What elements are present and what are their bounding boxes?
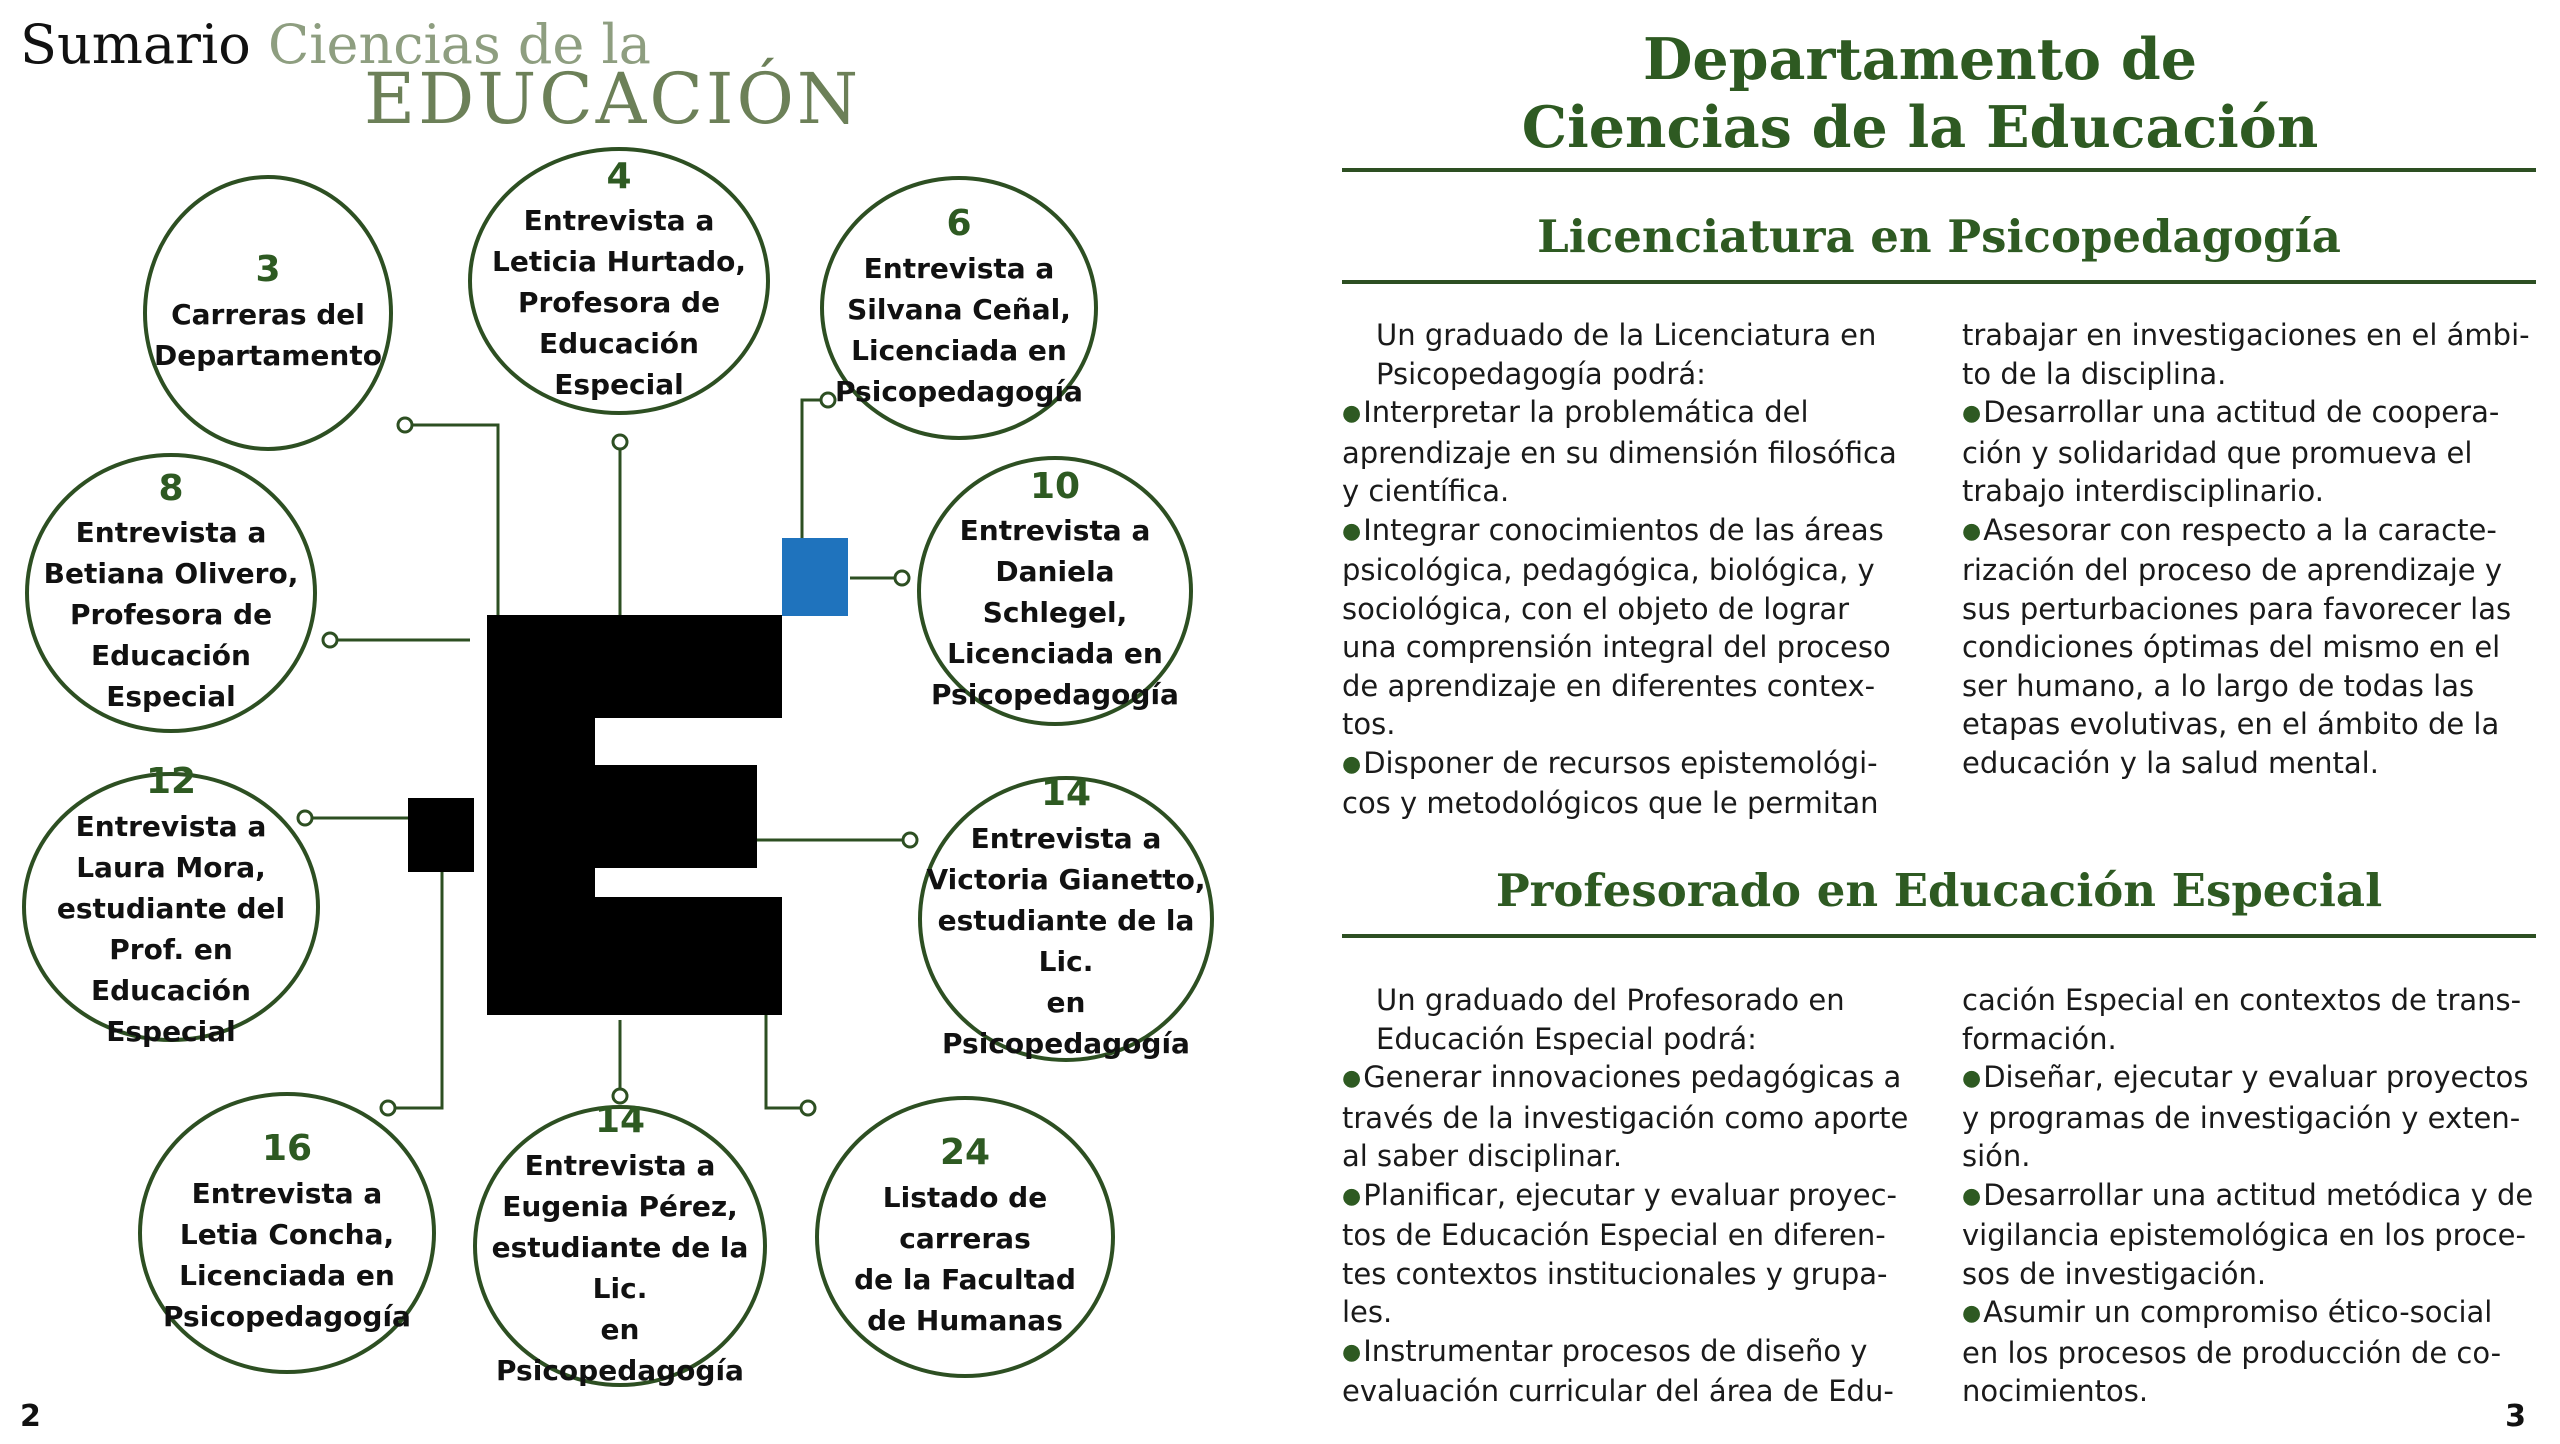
text-line: en los procesos de producción de co- [1962,1335,2502,1370]
text-line: de aprendizaje en diferentes contex- [1342,668,1876,703]
text-line: Educación Especial podrá: [1376,1021,1757,1056]
connector-dot-10 [895,571,909,585]
e-logo [487,615,782,1015]
text-line: tos. [1342,707,1396,741]
contents-item-12[interactable] [22,761,320,1048]
text-column [1962,981,2542,1411]
connector-dot-6 [821,393,835,407]
bullet-dot-icon: ● [1962,1183,1982,1209]
bullet-item [1342,511,1922,744]
text-line: etapas evolutivas, en el ámbito de la [1962,707,2500,741]
text-line: Un graduado del Profesorado en [1376,983,1845,1017]
bullet-dot-icon: ● [1962,1066,1982,1091]
item-title: Entrevista a Betiana Olivero, Profesora de Educación Especial [43,516,299,714]
item-page-number: 14 [594,1100,646,1142]
connector-dot-16 [381,1101,395,1115]
text-line: tes contextos institucionales y grupa- [1342,1256,1888,1291]
item-page-number: 8 [158,467,184,509]
text-line: psicológica, pedagógica, biológica, y [1342,553,1875,587]
connector-3 [405,425,498,620]
bullet-dot-icon: ● [1962,401,1982,426]
paragraph [1342,316,1922,393]
text-line: aprendizaje en su dimensión filosófica [1342,435,1897,470]
department-title [1280,26,2560,162]
item-page-number: 6 [946,203,972,245]
department-title-line2: Ciencias de la Educación [1521,94,2319,161]
bullet-item [1962,393,2542,511]
page-number-left: 2 [20,1399,41,1434]
bullet-item [1342,1176,1922,1332]
text-line: través de la investigación como aporte [1342,1100,1909,1135]
contents-item-8[interactable] [25,453,317,733]
section-body-licenciatura [1342,316,2542,823]
item-page-number: 16 [261,1128,313,1170]
sumario-big-title: EDUCACIÓN [364,58,862,140]
item-title: Listado de carreras de la Facultad de Humanas [854,1180,1076,1337]
connector-dot-8 [323,633,337,647]
bullet-item [1962,1176,2542,1294]
bullet-item [1962,1058,2542,1176]
text-line: Diseñar, ejecutar y evaluar proyectos [1983,1060,2529,1094]
text-line: Asumir un compromiso ético-social [1983,1295,2493,1329]
contents-item-16[interactable] [138,1092,436,1374]
text-line: formación. [1962,1021,2117,1056]
connector-dot-4 [613,435,627,449]
text-line: Psicopedagogía podrá: [1376,356,1706,391]
paragraph [1342,981,1922,1058]
item-title: Entrevista a Silvana Ceñal, Licenciada en Psicopedagogía [835,251,1083,408]
text-column [1342,316,1922,823]
connector-dot-14a [903,833,917,847]
bullet-item [1342,1058,1922,1176]
text-line: trabajar en investigaciones en el ámbi- [1962,318,2530,352]
text-line: una comprensión integral del proceso [1342,630,1891,664]
bullet-dot-icon: ● [1962,1301,1982,1326]
bullet-item [1342,393,1922,511]
bullet-dot-icon: ● [1342,1339,1362,1365]
bullet-dot-icon: ● [1342,1066,1362,1091]
text-line: Desarrollar una actitud metódica y de [1983,1177,2534,1212]
item-page-number: 14 [1040,773,1092,815]
text-line: nocimientos. [1962,1374,2149,1408]
rule-divider [1342,168,2536,172]
page-number-right: 3 [2505,1399,2526,1434]
text-line: Instrumentar procesos de diseño y [1363,1333,1868,1368]
connector-dot-24 [801,1101,815,1115]
text-line: Generar innovaciones pedagógicas a [1363,1060,1902,1094]
item-page-number: 4 [606,155,632,197]
item-title: Entrevista a Eugenia Pérez, estudiante de la Lic. en Psicopedagogía [491,1148,749,1387]
contents-item-24[interactable] [815,1096,1115,1378]
text-line: sión. [1962,1139,2031,1173]
contents-item-10[interactable] [917,456,1193,726]
text-line: Disponer de recursos epistemológi- [1363,745,1878,780]
connector-24 [766,1012,808,1108]
bullet-dot-icon: ● [1342,1183,1362,1209]
text-line: rización del proceso de aprendizaje y [1962,553,2503,587]
contents-item-3[interactable] [143,175,393,451]
text-line: ción y solidaridad que promueva el [1962,435,2473,470]
text-line: condiciones óptimas del mismo en el [1962,630,2501,664]
text-line: les. [1342,1295,1393,1329]
section-title-licenciatura: Licenciatura en Psicopedagogía [1537,210,2341,263]
bullet-dot-icon: ● [1342,518,1362,544]
paragraph [1962,316,2542,393]
bullet-item [1342,744,1922,823]
item-title: Entrevista a Laura Mora, estudiante del Prof. en Educación Especial [56,809,286,1048]
rule-divider [1342,934,2536,938]
item-page-number: 24 [939,1132,991,1174]
item-page-number: 10 [1029,465,1081,507]
text-line: Asesorar con respecto a la caracte- [1983,512,2497,547]
text-line: al saber disciplinar. [1342,1139,1623,1173]
section-body-profesorado [1342,981,2542,1411]
item-title: Entrevista a Daniela Schlegel, Licenciada en Psicopedagogía [931,514,1179,712]
item-page-number: 12 [145,761,197,803]
bullet-dot-icon: ● [1342,401,1362,426]
connector-dot-3 [398,418,412,432]
right-page [1280,0,2560,1444]
bullet-item [1962,1293,2542,1411]
text-line: vigilancia epistemológica en los proce- [1962,1218,2526,1252]
contents-item-4[interactable] [468,147,770,415]
bullet-dot-icon: ● [1342,751,1362,777]
paragraph [1962,981,2542,1058]
contents-item-14-eugenia[interactable] [473,1100,767,1387]
item-title: Entrevista a Letia Concha, Licenciada en Psicopedagogía [163,1176,411,1333]
bullet-item [1342,1332,1922,1411]
item-title: Entrevista a Victoria Gianetto, estudiante de la Lic. en Psicopedagogía [926,821,1206,1060]
text-line: to de la disciplina. [1962,356,2227,391]
text-line: evaluación curricular del área de Edu- [1342,1374,1894,1408]
text-line: sociológica, con el objeto de lograr [1342,591,1850,626]
text-line: cación Especial en contextos de trans- [1962,983,2522,1017]
text-line: ser humano, a lo largo de todas las [1962,668,2475,703]
text-line: y científica. [1342,474,1510,508]
contents-item-14-victoria[interactable] [918,773,1214,1062]
bullet-dot-icon: ● [1962,518,1982,544]
sumario-subtitle: Ciencias de la [267,13,651,76]
text-line: cos y metodológicos que le permitan [1342,786,1879,820]
text-line: Interpretar la problemática del [1363,395,1809,429]
section-title-profesorado: Profesorado en Educación Especial [1495,864,2383,917]
connector-16 [388,872,442,1108]
item-page-number: 3 [255,249,281,291]
text-line: Desarrollar una actitud de coopera- [1983,395,2500,429]
item-title: Entrevista a Leticia Hurtado, Profesora de Educación Especial [491,204,747,402]
text-line: sos de investigación. [1962,1256,2267,1291]
text-line: y programas de investigación y exten- [1962,1100,2521,1135]
department-title-line1: Departamento de [1642,26,2198,93]
bullet-item [1962,511,2542,783]
text-line: Integrar conocimientos de las áreas [1363,512,1884,547]
connector-6 [802,400,828,545]
text-column [1962,316,2542,823]
text-column [1342,981,1922,1411]
small-black-square [408,798,474,872]
sumario-word: Sumario [20,13,251,76]
text-line: Planificar, ejecutar y evaluar proyec- [1363,1177,1897,1212]
item-title: Carreras del Departamento [154,297,382,372]
text-line: Un graduado de la Licenciatura en [1376,318,1877,352]
text-line: trabajo interdisciplinario. [1962,474,2325,508]
text-line: educación y la salud mental. [1962,745,2379,780]
text-line: sus perturbaciones para favorecer las [1962,591,2512,626]
blue-square [782,538,848,616]
rule-divider [1342,280,2536,284]
contents-item-6[interactable] [820,176,1098,440]
text-line: tos de Educación Especial en diferen- [1342,1218,1886,1252]
